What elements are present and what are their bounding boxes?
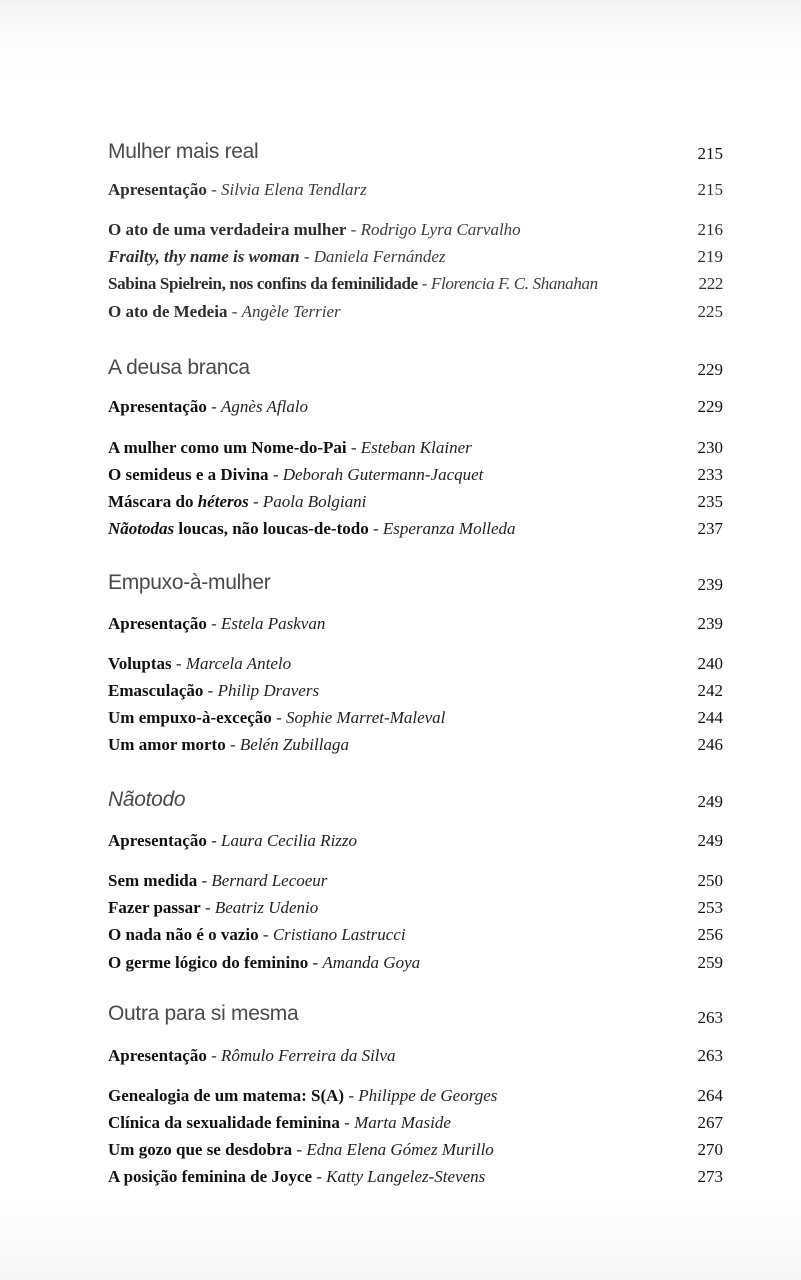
- entry-author: Philippe de Georges: [358, 1086, 498, 1105]
- toc-entry: [108, 681, 723, 705]
- toc-entry: [108, 492, 723, 516]
- entry-author: Esteban Klainer: [360, 438, 472, 457]
- entry-title: Voluptas: [108, 654, 172, 673]
- separator: -: [248, 492, 263, 511]
- section-heading: [108, 356, 723, 386]
- entry-title: O ato de uma verdadeira mulher: [108, 220, 347, 239]
- toc-entry: [108, 1113, 723, 1137]
- separator: -: [292, 1140, 307, 1159]
- toc-entry: [108, 302, 723, 326]
- page-number: 216: [697, 220, 723, 239]
- presentation-entry: [108, 180, 723, 204]
- toc-entry: [108, 1140, 723, 1164]
- separator: -: [368, 519, 383, 538]
- page-number: 237: [697, 519, 723, 538]
- entry-title: Um amor morto: [108, 735, 226, 754]
- presentation-entry: [108, 1046, 723, 1070]
- toc-entry: [108, 519, 723, 543]
- entry-title: Emasculação: [108, 681, 204, 700]
- page-number: 239: [697, 614, 723, 633]
- entry-author: Rodrigo Lyra Carvalho: [360, 220, 521, 239]
- separator: -: [346, 438, 361, 457]
- entry-title: A posição feminina de Joyce: [108, 1167, 312, 1186]
- section-title: Empuxo-à-mulher: [108, 571, 271, 594]
- separator: -: [308, 953, 323, 972]
- entry-author: Edna Elena Gómez Murillo: [306, 1140, 494, 1159]
- separator: -: [339, 1113, 355, 1132]
- separator: -: [206, 1046, 222, 1065]
- page-number: 225: [697, 302, 723, 321]
- separator: -: [225, 735, 240, 754]
- entry-title: Sem medida: [108, 871, 198, 890]
- page-number: 256: [697, 925, 723, 944]
- presentation-entry: [108, 397, 723, 421]
- entry-title: Nãotodas loucas, não loucas-de-todo: [108, 519, 369, 538]
- entry-title: Apresentação: [108, 1046, 207, 1065]
- page-number: 219: [697, 247, 723, 266]
- toc-entry: [108, 438, 723, 462]
- section-title: A deusa branca: [108, 356, 250, 379]
- page-number: 270: [697, 1140, 723, 1159]
- page-number: 244: [697, 708, 723, 727]
- entry-author: Sophie Marret-Maleval: [285, 708, 446, 727]
- section-heading: [108, 571, 723, 601]
- separator: -: [171, 654, 186, 673]
- section-heading: [108, 140, 723, 170]
- toc-entry: [108, 247, 723, 271]
- entry-title: Sabina Spielrein, nos confins da feminilidade: [108, 274, 418, 293]
- entry-title: O ato de Medeia: [108, 302, 228, 321]
- entry-author: Amanda Goya: [322, 953, 421, 972]
- toc-entry: [108, 871, 723, 895]
- separator: -: [346, 220, 361, 239]
- entry-author: Beatriz Udenio: [214, 898, 319, 917]
- page-number: 222: [698, 274, 723, 293]
- entry-author: Rômulo Ferreira da Silva: [221, 1046, 396, 1065]
- section-heading: [108, 1002, 723, 1032]
- page-number: 273: [697, 1167, 723, 1186]
- separator: -: [344, 1086, 359, 1105]
- separator: -: [417, 274, 431, 293]
- entry-title: Genealogia de um matema: S(A): [108, 1086, 345, 1105]
- entry-author: Belén Zubillaga: [239, 735, 349, 754]
- page-number: 215: [697, 144, 723, 163]
- toc-entry: [108, 220, 723, 244]
- page-number: 253: [697, 898, 723, 917]
- entry-title: Apresentação: [108, 397, 207, 416]
- page-number: 267: [697, 1113, 723, 1132]
- toc-entry: [108, 274, 723, 298]
- entry-title: O semideus e a Divina: [108, 465, 269, 484]
- entry-author: Cristiano Lastrucci: [272, 925, 406, 944]
- entry-title: A mulher como um Nome-do-Pai: [108, 438, 347, 457]
- section-title: Nãotodo: [108, 788, 186, 811]
- toc-entry: [108, 735, 723, 759]
- toc-entry: [108, 708, 723, 732]
- page-number: 229: [697, 397, 723, 416]
- entry-author: Esperanza Molleda: [382, 519, 516, 538]
- toc-entry: [108, 654, 723, 678]
- entry-author: Bernard Lecoeur: [211, 871, 328, 890]
- section-title: Mulher mais real: [108, 140, 259, 163]
- page-number: 264: [697, 1086, 723, 1105]
- separator: -: [299, 247, 314, 266]
- separator: -: [271, 708, 286, 727]
- page-number: 239: [697, 575, 723, 594]
- entry-author: Daniela Fernández: [313, 247, 446, 266]
- entry-author: Marta Maside: [354, 1113, 451, 1132]
- toc-entry: [108, 925, 723, 949]
- section-heading: [108, 788, 723, 818]
- separator: -: [268, 465, 283, 484]
- page-number: 249: [697, 792, 723, 811]
- entry-author: Angèle Terrier: [241, 302, 341, 321]
- separator: -: [206, 831, 222, 850]
- separator: -: [206, 614, 222, 633]
- separator: -: [206, 180, 222, 199]
- page-number: 246: [697, 735, 723, 754]
- entry-title: O nada não é o vazio: [108, 925, 259, 944]
- section-title: Outra para si mesma: [108, 1002, 299, 1025]
- presentation-entry: [108, 831, 723, 855]
- entry-title: Um empuxo-à-exceção: [108, 708, 272, 727]
- entry-title: Apresentação: [108, 180, 207, 199]
- page-number: 242: [697, 681, 723, 700]
- page-number: 215: [697, 180, 723, 199]
- entry-author: Marcela Antelo: [185, 654, 292, 673]
- page-number: 240: [697, 654, 723, 673]
- entry-title: Um gozo que se desdobra: [108, 1140, 293, 1159]
- entry-title: Apresentação: [108, 831, 207, 850]
- entry-author: Estela Paskvan: [221, 614, 326, 633]
- page-number: 235: [697, 492, 723, 511]
- page-number: 263: [697, 1046, 723, 1065]
- toc-entry: [108, 1167, 723, 1191]
- separator: -: [227, 302, 242, 321]
- entry-title: Apresentação: [108, 614, 207, 633]
- entry-title: Fazer passar: [108, 898, 201, 917]
- entry-author: Laura Cecilia Rizzo: [221, 831, 358, 850]
- presentation-entry: [108, 614, 723, 638]
- entry-author: Deborah Gutermann-Jacquet: [282, 465, 484, 484]
- page-number: 249: [697, 831, 723, 850]
- separator: -: [258, 925, 273, 944]
- page-number: 233: [697, 465, 723, 484]
- entry-author: Katty Langelez-Stevens: [326, 1167, 486, 1186]
- toc-entry: [108, 898, 723, 922]
- page-number: 230: [697, 438, 723, 457]
- separator: -: [206, 397, 222, 416]
- page-number: 229: [697, 360, 723, 379]
- separator: -: [197, 871, 212, 890]
- entry-author: Agnès Aflalo: [221, 397, 309, 416]
- entry-title: O germe lógico do feminino: [108, 953, 309, 972]
- entry-author: Silvia Elena Tendlarz: [221, 180, 367, 199]
- separator: -: [200, 898, 215, 917]
- separator: -: [203, 681, 218, 700]
- page-number: 259: [697, 953, 723, 972]
- toc-entry: [108, 1086, 723, 1110]
- toc-entry: [108, 465, 723, 489]
- page-number: 263: [697, 1008, 723, 1027]
- separator: -: [312, 1167, 327, 1186]
- entry-title: Clínica da sexualidade feminina: [108, 1113, 340, 1132]
- entry-title: Máscara do héteros: [108, 492, 249, 511]
- toc-entry: [108, 953, 723, 977]
- entry-author: Philip Dravers: [217, 681, 320, 700]
- entry-author: Florencia F. C. Shanahan: [430, 274, 598, 293]
- entry-author: Paola Bolgiani: [262, 492, 367, 511]
- page-number: 250: [697, 871, 723, 890]
- entry-title: Frailty, thy name is woman: [108, 247, 300, 266]
